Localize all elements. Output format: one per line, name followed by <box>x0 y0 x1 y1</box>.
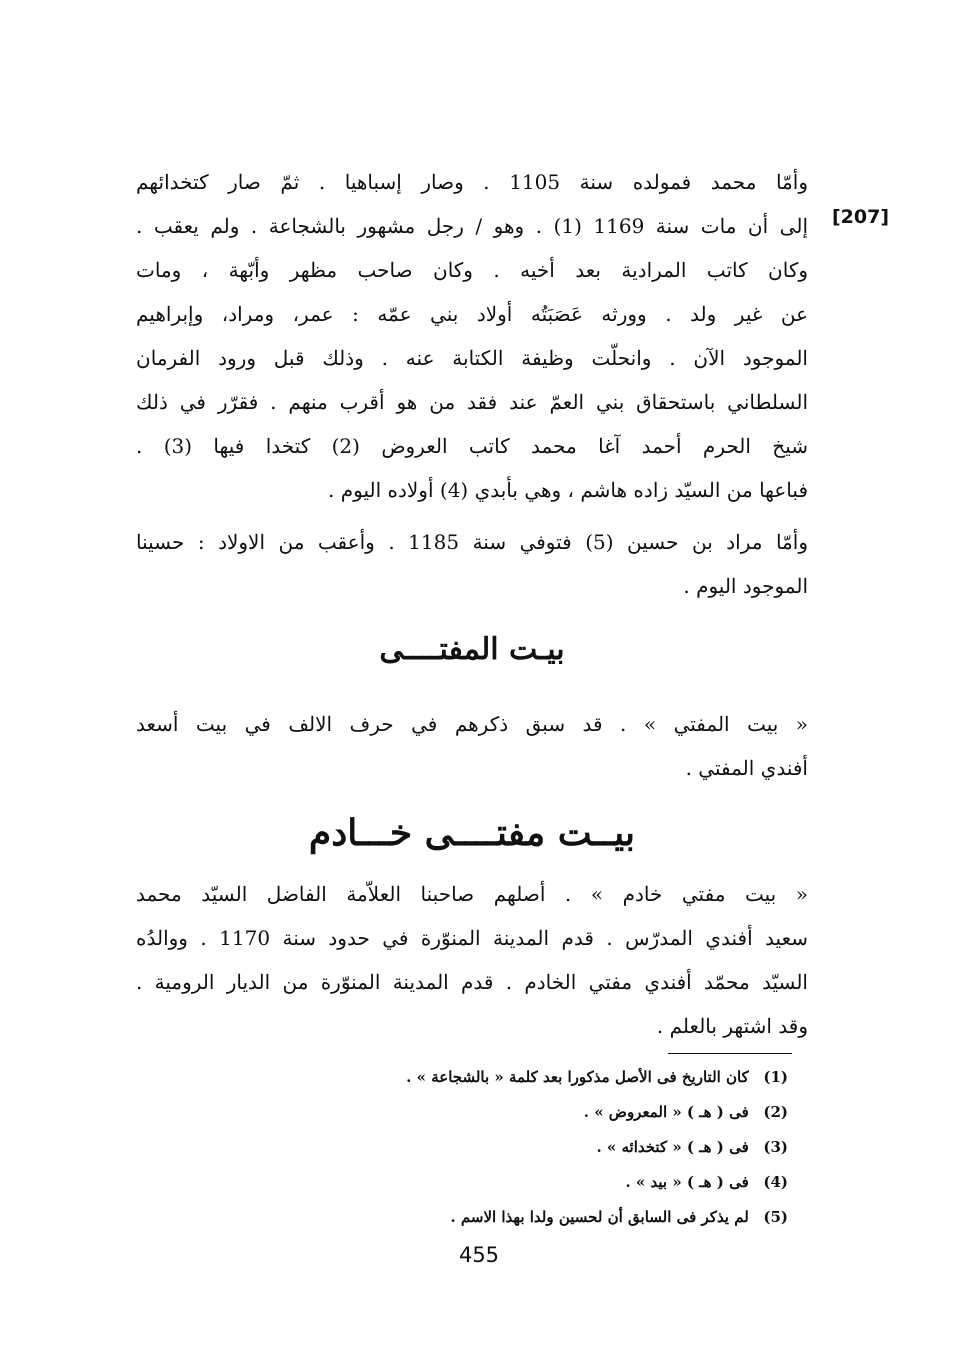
footnote-divider <box>668 1053 792 1054</box>
paragraph-murad <box>136 520 808 608</box>
page-number: 455 <box>458 1243 500 1267</box>
footnote-item <box>240 1200 788 1235</box>
text-line: إلى أن مات سنة 1169 (1) . وهو / رجل مشهور بالشجاعة . ولم يعقب . <box>136 214 808 238</box>
text-line: وأمّا محمد فمولده سنة 1105 . وصار إسباهيا . ثمّ صار كتخدائهم <box>136 170 808 194</box>
footnote-text: فى ( هـ ) « كتخدائه » . <box>596 1138 749 1156</box>
text-line: عن غير ولد . وورثه عَصَبَتُه أولاد بني عمّه : عمر، ومراد، وإبراهيم <box>136 302 808 326</box>
footnote-text: فى ( هـ ) « بيد » . <box>625 1173 749 1191</box>
text-line: وكان كاتب المرادية بعد أخيه . وكان صاحب مظهر وأبّهة ، ومات <box>136 258 808 282</box>
section-heading-bayt-al-mufti: بيـت المفتــــى <box>379 632 565 667</box>
footnote-number: (4) <box>763 1173 788 1191</box>
text-line: وأمّا مراد بن حسين (5) فتوفي سنة 1185 . وأعقب من الاولاد : حسينا <box>136 530 808 554</box>
paragraph-bayt-mufti-khadim <box>136 872 808 1048</box>
text-line: السلطاني باستحقاق بني العمّ عند فقد من هو أقرب منهم . فقرّر في ذلك <box>136 390 808 414</box>
footnote-item <box>240 1060 788 1095</box>
text-line: « بيت مفتي خادم » . أصلهم صاحبنا العلاّمة الفاضل السيّد محمد <box>136 882 808 906</box>
footnote-text: فى ( هـ ) « المعروض » . <box>583 1103 749 1121</box>
footnote-text: كان التاريخ فى الأصل مذكورا بعد كلمة « بالشجاعة » . <box>406 1068 749 1086</box>
text-line: فباعها من السيّد زاده هاشم ، وهي بأبدي (4) أولاده اليوم . <box>328 478 808 502</box>
margin-reference: [207] <box>832 206 890 228</box>
section-heading-bayt-mufti-khadim: بيــت مفتــــى خـــادم <box>308 812 636 854</box>
footnote-text: لم يذكر فى السابق أن لحسين ولدا بهذا الاسم . <box>450 1208 749 1226</box>
footnote-number: (3) <box>763 1138 788 1156</box>
text-line: شيخ الحرم أحمد آغا محمد كاتب العروض (2) كتخدا فيها (3) . <box>136 434 808 458</box>
text-line: أفندي المفتي . <box>685 756 808 780</box>
footnote-item <box>240 1165 788 1200</box>
text-line: « بيت المفتي » . قد سبق ذكرهم في حرف الالف في بيت أسعد <box>136 712 808 736</box>
text-line: الموجود الآن . وانحلّت وظيفة الكتابة عنه . وذلك قبل ورود الفرمان <box>136 346 808 370</box>
footnote-number: (5) <box>763 1208 788 1226</box>
text-line: سعيد أفندي المدرّس . قدم المدينة المنوّرة في حدود سنة 1170 . ووالدُه <box>136 926 808 950</box>
footnote-item <box>240 1130 788 1165</box>
footnote-number: (2) <box>763 1103 788 1121</box>
paragraph-bayt-al-mufti <box>136 702 808 790</box>
text-line: وقد اشتهر بالعلم . <box>656 1014 808 1038</box>
footnote-number: (1) <box>763 1068 788 1086</box>
footnote-item <box>240 1095 788 1130</box>
text-line: السيّد محمّد أفندي مفتي الخادم . قدم المدينة المنوّرة من الديار الرومية . <box>136 970 808 994</box>
paragraph-muhammad <box>136 160 808 512</box>
footnotes <box>240 1060 788 1235</box>
text-line: الموجود اليوم . <box>683 574 808 598</box>
